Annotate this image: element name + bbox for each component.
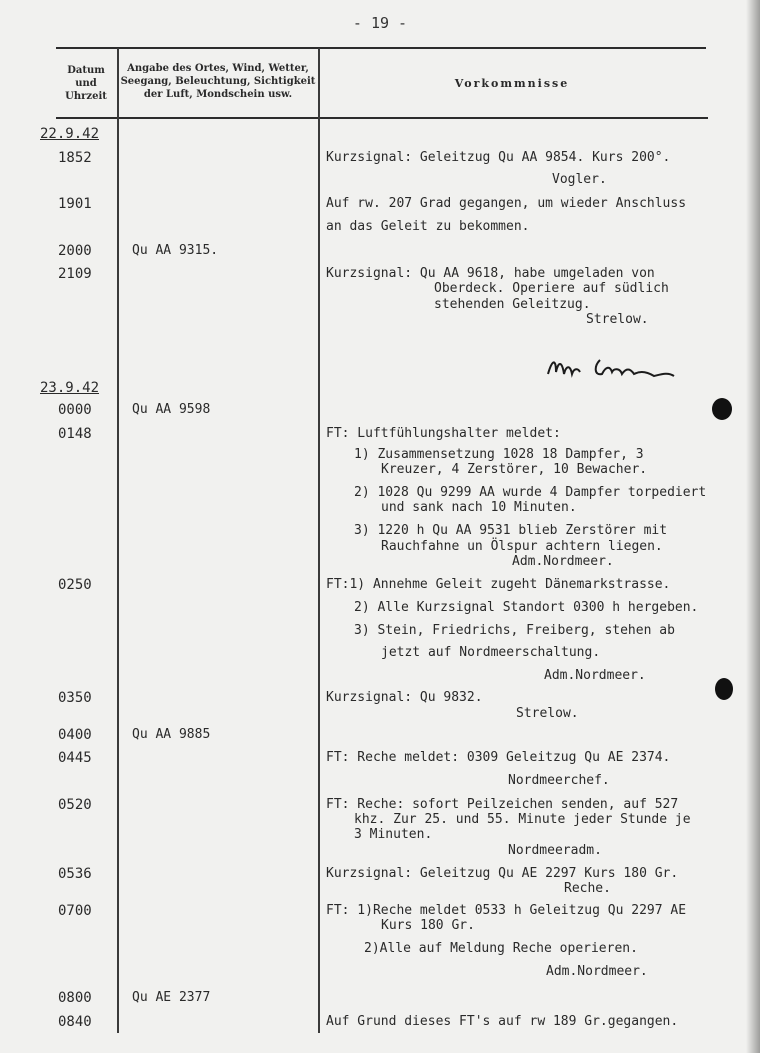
time-entry: 0520 (58, 797, 92, 813)
event-line: Adm.Nordmeer. (544, 668, 646, 683)
event-line: Auf Grund dieses FT's auf rw 189 Gr.gegangen. (326, 1014, 679, 1029)
event-line: stehenden Geleitzug. (434, 297, 591, 312)
date-entry: 22.9.42 (40, 126, 100, 142)
time-entry: 0250 (58, 577, 92, 593)
time-entry: 0840 (58, 1014, 92, 1030)
event-line: FT:1) Annehme Geleit zugeht Dänemarkstrasse. (326, 577, 671, 592)
event-line: Adm.Nordmeer. (546, 964, 648, 979)
time-entry: 0445 (58, 750, 92, 766)
time-entry: 1901 (58, 196, 92, 212)
punch-hole-mark (712, 398, 732, 420)
time-entry: 1852 (58, 150, 92, 166)
header-location-weather: Angabe des Ortes, Wind, Wetter, Seegang, Beleuchtung, Sichtigkeit der Luft, Mondschein usw. (120, 63, 316, 100)
event-line: Nordmeeradm. (508, 843, 602, 858)
event-line: Kurzsignal: Geleitzug Qu AA 9854. Kurs 200°. (326, 150, 671, 165)
event-line: FT: Reche meldet: 0309 Geleitzug Qu AE 2374. (326, 750, 671, 765)
time-entry: 0350 (58, 690, 92, 706)
event-line: Kurs 180 Gr. (381, 918, 475, 933)
event-line: und sank nach 10 Minuten. (381, 500, 577, 515)
time-entry: 0400 (58, 727, 92, 743)
event-line: 3 Minuten. (354, 827, 433, 842)
location-entry: Qu AA 9598 (132, 402, 211, 417)
event-line: Adm.Nordmeer. (512, 554, 614, 569)
event-line: khz. Zur 25. und 55. Minute jeder Stunde je (354, 812, 691, 827)
column-divider-2 (318, 48, 320, 1033)
location-entry: Qu AA 9315. (132, 243, 219, 258)
event-line: 3) 1220 h Qu AA 9531 blieb Zerstörer mit (354, 523, 668, 538)
event-line: FT: Reche: sofort Peilzeichen senden, auf 527 (326, 797, 679, 812)
event-line: FT: 1)Reche meldet 0533 h Geleitzug Qu 2297 AE (326, 903, 687, 918)
page-number: - 19 - (352, 14, 408, 32)
header-events: Vorkommnisse (454, 77, 570, 90)
time-entry: 2000 (58, 243, 92, 259)
time-entry: 0148 (58, 426, 92, 442)
time-entry: 0700 (58, 903, 92, 919)
time-entry: 2109 (58, 266, 92, 282)
time-entry: 0000 (58, 402, 92, 418)
time-entry: 0800 (58, 990, 92, 1006)
location-entry: Qu AA 9885 (132, 727, 211, 742)
event-line: Strelow. (516, 706, 579, 721)
table-top-rule (56, 47, 706, 49)
event-line: 2) Alle Kurzsignal Standort 0300 h hergeben. (354, 600, 699, 615)
event-line: Reche. (564, 881, 611, 896)
event-line: FT: Luftfühlungshalter meldet: (326, 426, 561, 441)
event-line: an das Geleit zu bekommen. (326, 219, 530, 234)
handwritten-signature (544, 352, 684, 386)
event-line: 1) Zusammensetzung 1028 18 Dampfer, 3 (354, 447, 644, 462)
event-line: 3) Stein, Friedrichs, Freiberg, stehen ab (354, 623, 675, 638)
page-edge-shadow (746, 0, 760, 1053)
event-line: Kreuzer, 4 Zerstörer, 10 Bewacher. (381, 462, 648, 477)
punch-hole-mark (715, 678, 733, 700)
event-line: jetzt auf Nordmeerschaltung. (381, 645, 601, 660)
event-line: Oberdeck. Operiere auf südlich (434, 281, 669, 296)
event-line: Kurzsignal: Geleitzug Qu AE 2297 Kurs 180 Gr. (326, 866, 679, 881)
event-line: 2) 1028 Qu 9299 AA wurde 4 Dampfer torpediert (354, 485, 707, 500)
header-bottom-rule (56, 117, 708, 119)
event-line: 2)Alle auf Meldung Reche operieren. (364, 941, 638, 956)
event-line: Rauchfahne un Ölspur achtern liegen. (381, 539, 663, 554)
event-line: Kurzsignal: Qu 9832. (326, 690, 483, 705)
event-line: Vogler. (552, 172, 607, 187)
time-entry: 0536 (58, 866, 92, 882)
event-line: Strelow. (586, 312, 649, 327)
column-divider-1 (117, 48, 119, 1033)
header-date-time: Datum und Uhrzeit (65, 65, 107, 102)
event-line: Kurzsignal: Qu AA 9618, habe umgeladen von (326, 266, 655, 281)
date-entry: 23.9.42 (40, 380, 100, 396)
location-entry: Qu AE 2377 (132, 990, 211, 1005)
event-line: Nordmeerchef. (508, 773, 610, 788)
event-line: Auf rw. 207 Grad gegangen, um wieder Anschluss (326, 196, 687, 211)
